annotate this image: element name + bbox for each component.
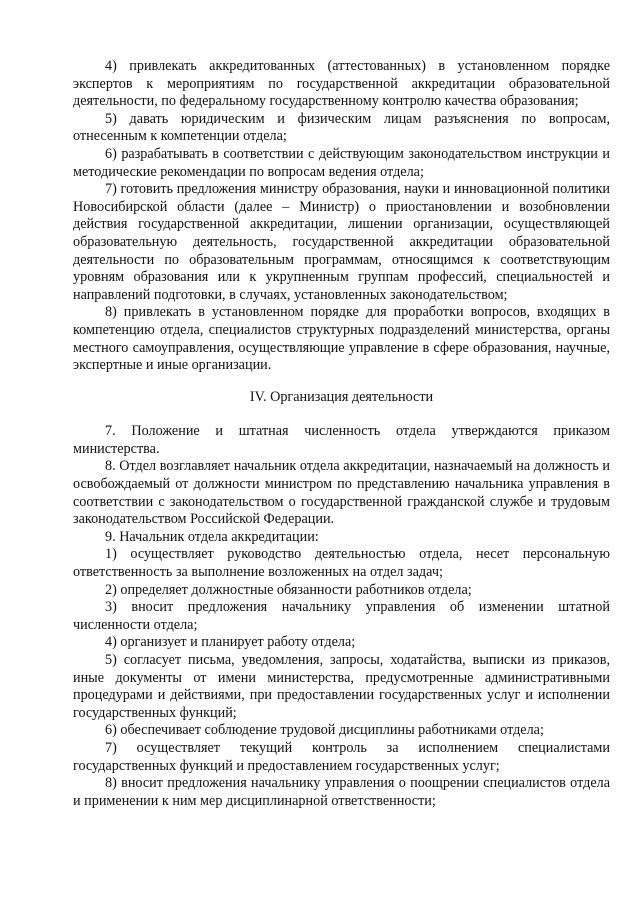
clause-8: 8. Отдел возглавляет начальник отдела аккредитации, назначаемый на должность и освобождаемый от должности министром по представлению начальника управления в соответствии с законодательством о государственной гражданской службе и трудовым законодательством Российской Федерации. — [73, 458, 610, 528]
paragraph-8: 8) привлекать в установленном порядке для проработки вопросов, входящих в компетенцию отдела, специалистов структурных подразделений министерства, органы местного самоуправления, осуществляющие управление в сфере образования, научные, экспертные и иные организации. — [73, 304, 610, 374]
section-heading: IV. Организация деятельности — [249, 388, 434, 405]
paragraph-7: 7) готовить предложения министру образования, науки и инновационной политики Новосибирской области (далее – Министр) о приостановлении и возобновлении действия государственной аккредитации, лишении организации, осуществляющей образовательную деятельность, государственной аккредитации образовательной деятельности по образовательным программам, относящимся к соответствующим уровням образования или к укрупненным группам профессий, специальностей и направлений подготовки, в случаях, установленных законодательством; — [73, 181, 610, 303]
duty-2: 2) определяет должностные обязанности работников отдела; — [105, 581, 472, 598]
duty-3: 3) вносит предложения начальнику управления об изменении штатной численности отдела; — [73, 599, 610, 633]
duty-7: 7) осуществляет текущий контроль за исполнением специалистами государственных функций и предоставлением государственных услуг; — [73, 739, 610, 774]
clause-7: 7. Положение и штатная численность отдела утверждаются приказом министерства. — [73, 423, 610, 457]
duty-4: 4) организует и планирует работу отдела; — [105, 634, 356, 651]
paragraph-5: 5) давать юридическим и физическим лицам разъяснения по вопросам, отнесенным к компетенции отдела; — [73, 110, 610, 145]
duty-1: 1) осуществляет руководство деятельностью отдела, несет персональную ответственность за выполнение возложенных на отдел задач; — [73, 546, 610, 581]
duty-8: 8) вносит предложения начальнику управления о поощрении специалистов отдела и применении к ним мер дисциплинарной ответственности; — [73, 775, 610, 809]
duty-6: 6) обеспечивает соблюдение трудовой дисциплины работниками отдела; — [105, 722, 544, 739]
paragraph-6: 6) разрабатывать в соответствии с действующим законодательством инструкции и методические рекомендации по вопросам ведения отдела; — [73, 145, 610, 180]
document-page — [73, 58, 610, 810]
clause-9: 9. Начальник отдела аккредитации: — [105, 528, 319, 545]
duty-5: 5) согласует письма, уведомления, запросы, ходатайства, выписки из приказов, иные документы от имени министерства, предусмотренные административными процедурами и действиями, при предоставлении государственных услуг и исполнении государственных функций; — [73, 652, 610, 721]
paragraph-4: 4) привлекать аккредитованных (аттестованных) в установленном порядке экспертов к мероприятиям по государственной аккредитации образовательной деятельности, по федеральному государственному контролю качества образования; — [73, 58, 610, 110]
